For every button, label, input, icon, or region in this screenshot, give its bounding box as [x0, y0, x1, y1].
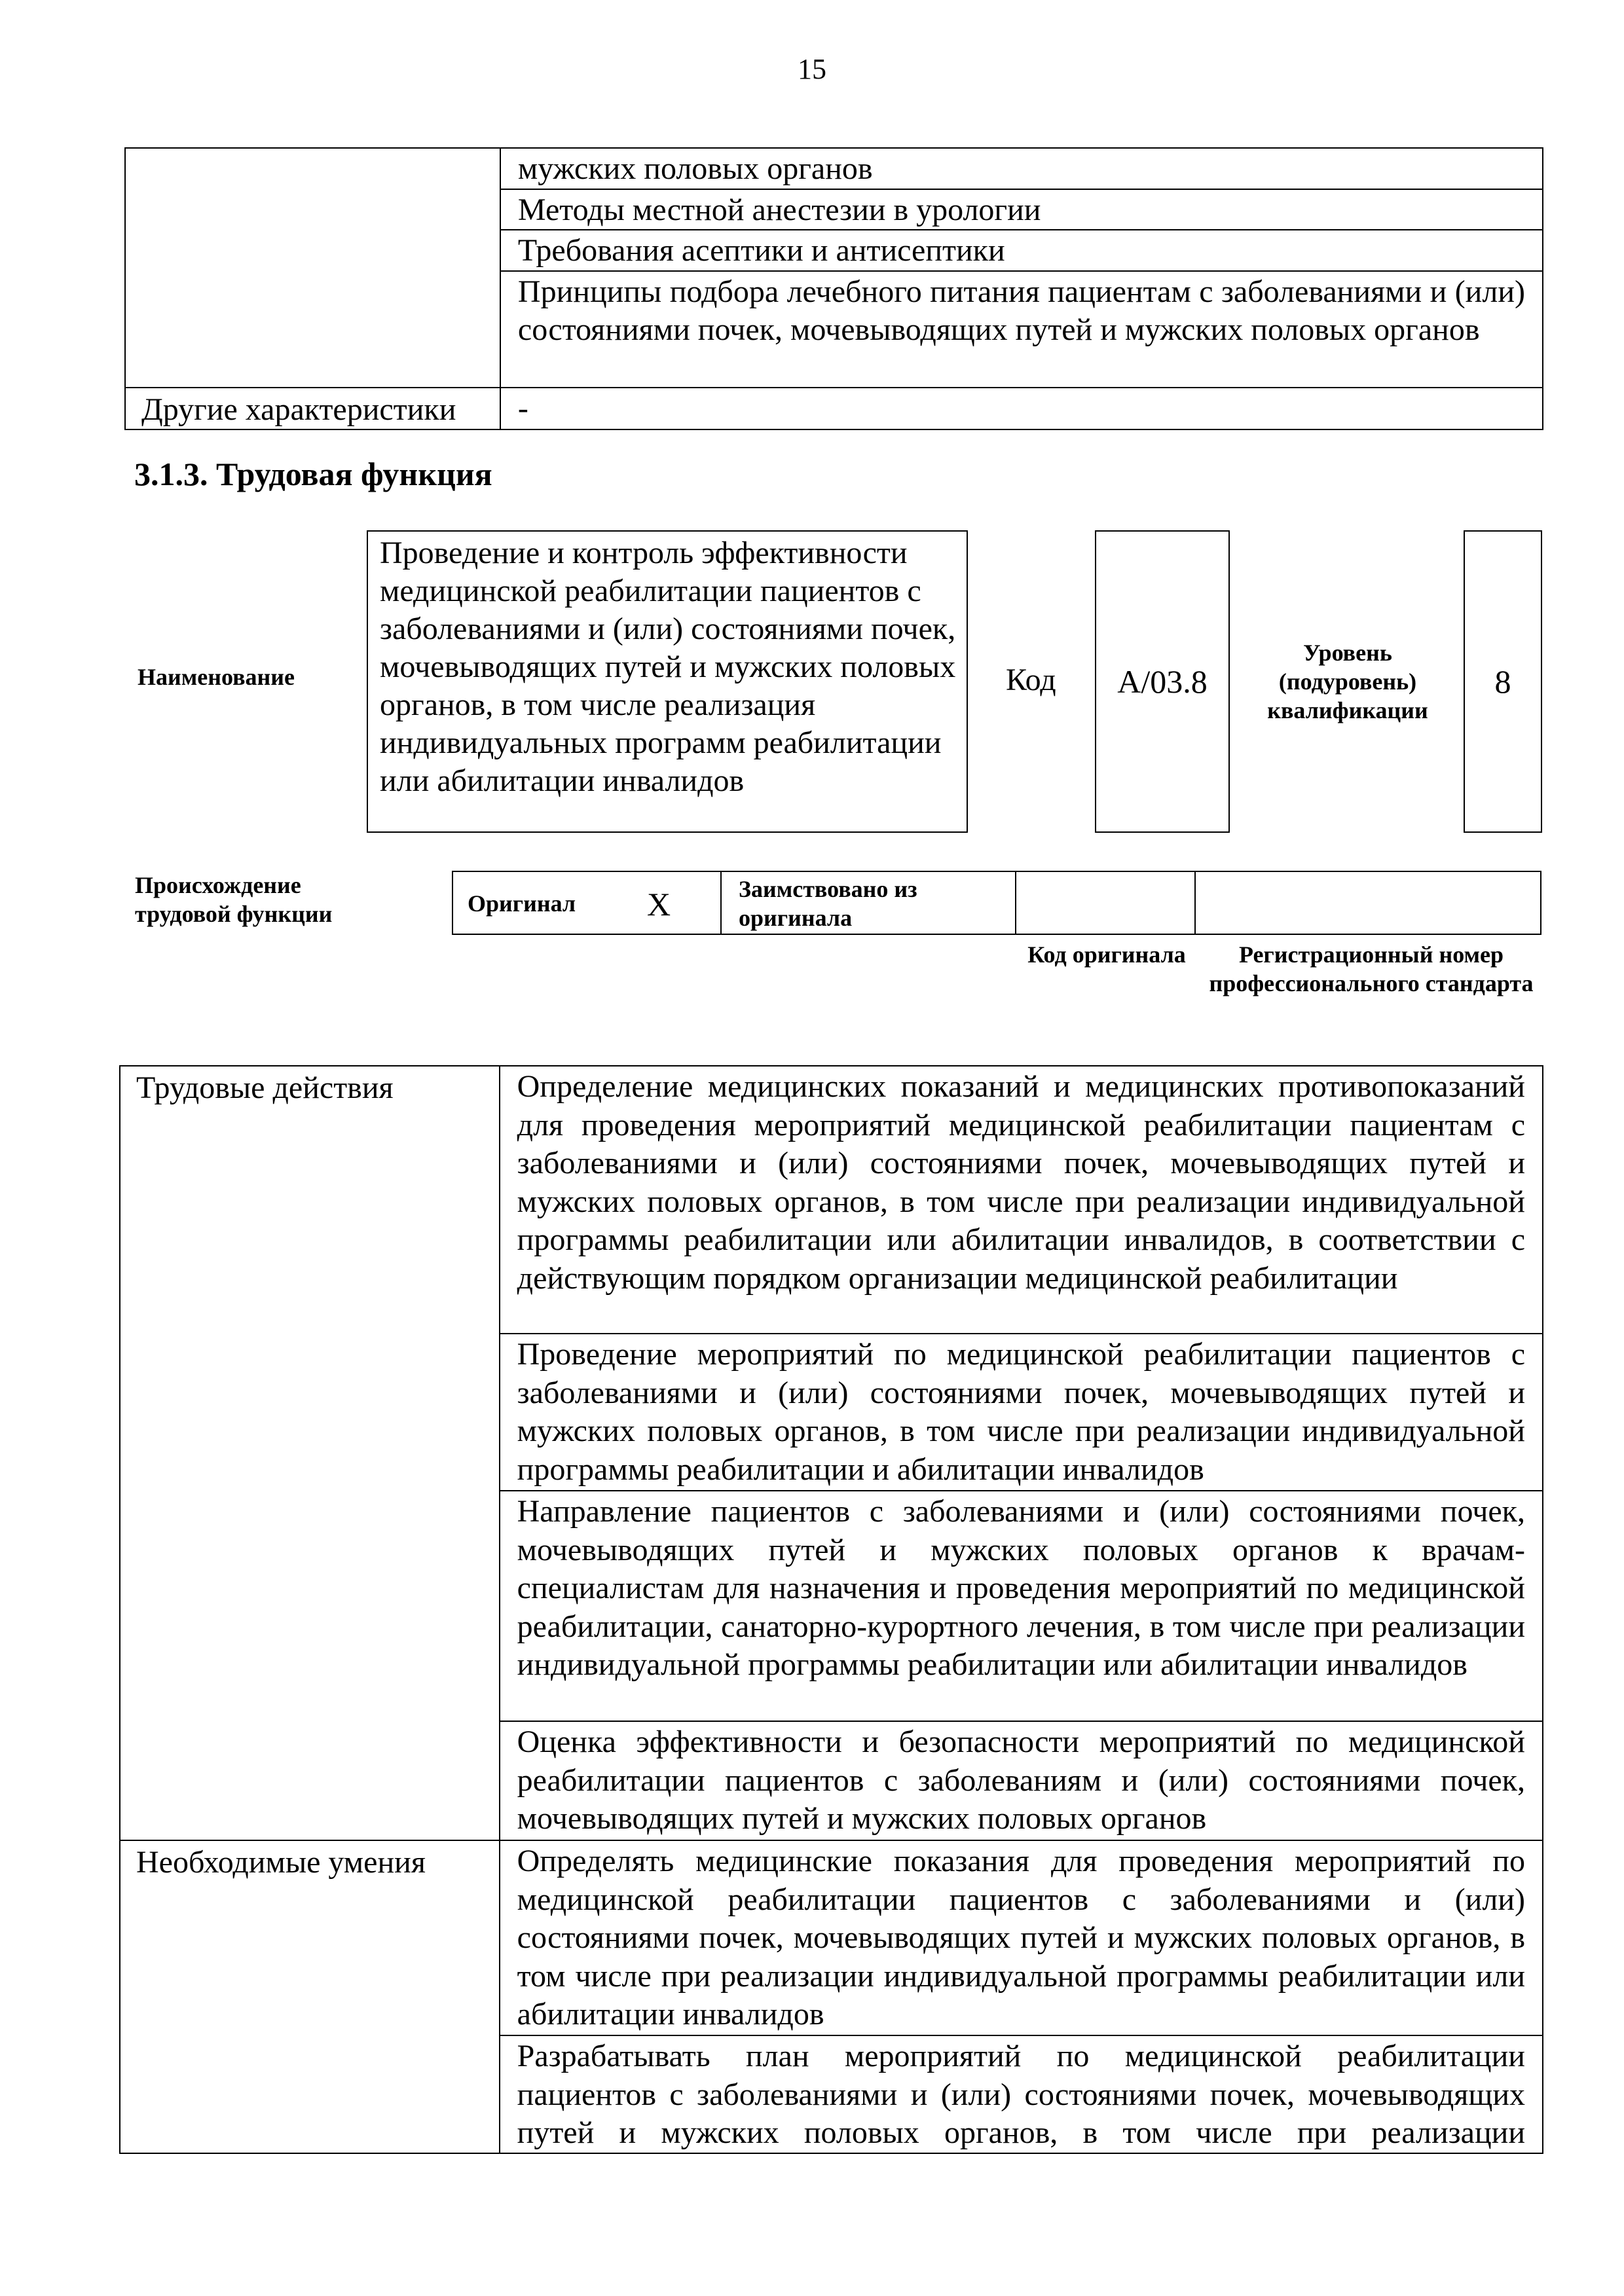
original-code-caption: Код оригинала: [1027, 941, 1186, 968]
borrowed-label: Заимствовано из оригинала: [739, 876, 917, 931]
top-table-row: мужских половых органов: [500, 148, 1543, 189]
original-mark: Х: [647, 886, 671, 922]
skill-item: Определять медицинские показания для проведения мероприятий по медицинской реабилитации пациентов с заболеваниями и (или) состояниями почек, мочевыводящих путей и мужских половых органов, в том числе при реализации индивидуальной программы реабилитации или абилитации инвалидов: [500, 1840, 1543, 2035]
required-skills-label: Необходимые умения: [120, 1840, 500, 2153]
function-name-box: [367, 530, 968, 833]
borrowed-cell: [720, 871, 1016, 935]
registration-number-caption: Регистрационный номер профессионального стандарта: [1209, 941, 1534, 996]
other-characteristics-label: Другие характеристики: [125, 388, 500, 430]
main-table: [119, 1065, 1543, 2154]
top-table-row: Требования асептики и антисептики: [500, 230, 1543, 271]
code-box: [1095, 530, 1230, 833]
labor-action-item: Проведение мероприятий по медицинской реабилитации пациентов с заболеваниями и (или) состояниями почек, мочевыводящих путей и мужских половых органов, в том числе при реализации индивидуальной программы реабилитации и абилитации инвалидов: [500, 1334, 1543, 1491]
level-value: 8: [1494, 663, 1511, 700]
top-table: [124, 147, 1543, 430]
skill-item: Разрабатывать план мероприятий по медицинской реабилитации пациентов с заболеваниями и (или) состояниями почек, мочевыводящих путей и мужских половых органов, в том числе при реализации: [500, 2035, 1543, 2153]
origin-label: Происхождение трудовой функции: [135, 872, 333, 927]
top-table-row: Принципы подбора лечебного питания пациентам с заболеваниями и (или) состояниями почек, мочевыводящих путей и мужских половых органов: [500, 271, 1543, 388]
function-name-value: Проведение и контроль эффективности медицинской реабилитации пациентов с заболеваниями и (или) состояниями почек, мочевыводящих путей и мужских половых органов, в том числе реализация индивидуальных программ реабилитации или абилитации инвалидов: [380, 536, 956, 798]
section-title: 3.1.3. Трудовая функция: [134, 456, 492, 492]
code-label: Код: [1006, 663, 1056, 697]
qualification-level-label: Уровень (подуровень) квалификации: [1267, 640, 1428, 723]
original-code-cell: [1015, 871, 1196, 935]
registration-number-cell: [1194, 871, 1541, 935]
labor-action-item: Направление пациентов с заболеваниями и (или) состояниями почек, мочевыводящих путей и мужских половых органов к врачам-специалистам для назначения и проведения мероприятий по медицинской реабилитации, санаторно-курортного лечения, в том числе при реализации индивидуальной программы реабилитации или абилитации инвалидов: [500, 1491, 1543, 1721]
page-number: 15: [798, 53, 826, 85]
code-value: А/03.8: [1117, 663, 1208, 700]
top-table-row: Методы местной анестезии в урологии: [500, 189, 1543, 230]
level-box: [1464, 530, 1542, 833]
top-table-empty-cell: [125, 148, 500, 388]
original-label: Оригинал: [468, 890, 576, 917]
labor-action-item: Определение медицинских показаний и медицинских противопоказаний для проведения мероприятий медицинской реабилитации пациентам с заболеваниями и (или) состояниями почек, мочевыводящих путей и мужских половых органов, в том числе при реализации индивидуальной программы реабилитации или абилитации инвалидов, в соответствии с действующим порядком организации медицинской реабилитации: [500, 1066, 1543, 1334]
other-characteristics-value: -: [500, 388, 1543, 430]
labor-actions-label: Трудовые действия: [120, 1066, 500, 1840]
labor-action-item: Оценка эффективности и безопасности мероприятий по медицинской реабилитации пациентов с заболеваниям и (или) состояниями почек, мочевыводящих путей и мужских половых органов: [500, 1721, 1543, 1840]
original-cell: [452, 871, 722, 935]
name-label: Наименование: [138, 664, 295, 690]
